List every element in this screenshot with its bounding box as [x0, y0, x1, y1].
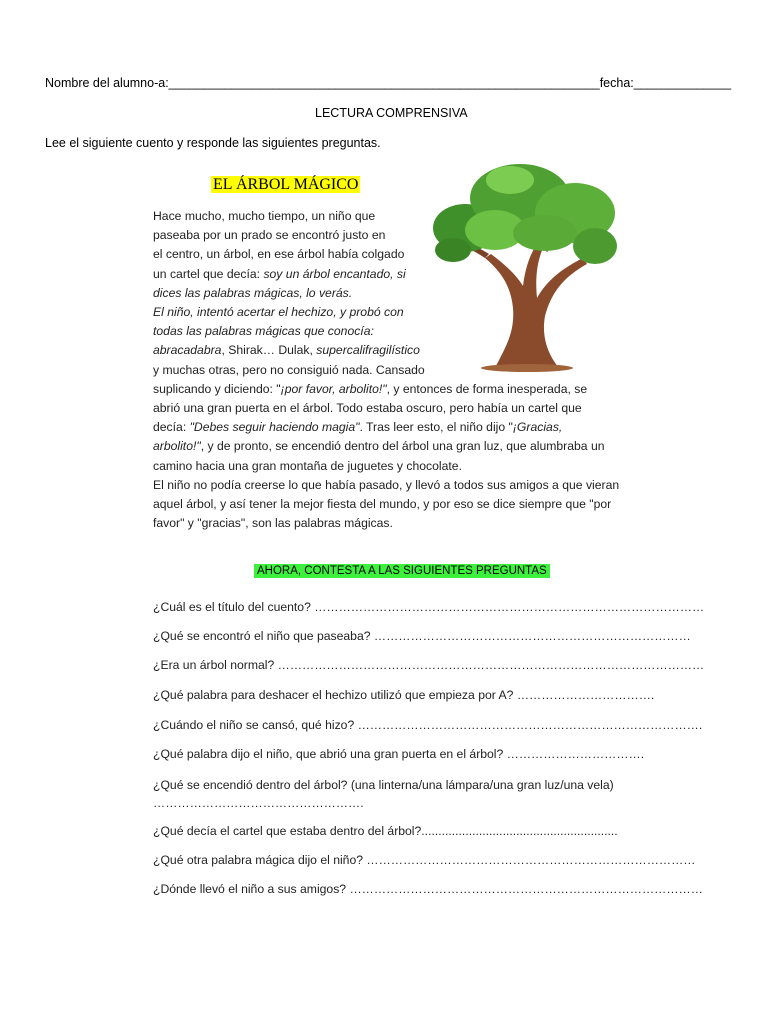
student-name-line: Nombre del alumno-a:______________________________________________________________fecha:______________: [45, 76, 732, 90]
story-title: [211, 176, 360, 194]
story-title-text: EL ÁRBOL MÁGICO: [213, 176, 359, 193]
story-line: El niño no podía creerse lo que había pasado, y llevó a todos sus amigos a que vieran: [153, 477, 620, 492]
story-line: arbolito!", y de pronto, se encendió dentro del árbol una gran luz, que alumbraba un: [153, 439, 605, 454]
story-line: El niño, intentó acertar el hechizo, y probó con: [153, 305, 404, 320]
story-line: dices las palabras mágicas, lo verás.: [153, 285, 353, 300]
story-paragraph: [153, 207, 619, 533]
questions-header-text: AHORA, CONTESTA A LAS SIGUIENTES PREGUNTAS: [254, 564, 550, 578]
story-line: y muchas otras, pero no consiguió nada. Cansado: [153, 362, 425, 377]
story-line: paseaba por un prado se encontró justo en: [153, 228, 386, 243]
question-2: ¿Qué se encontró el niño que paseaba? ……………………………………………………………………: [153, 629, 691, 643]
question-8: ¿Qué decía el cartel que estaba dentro del árbol?..........................................................: [153, 824, 618, 838]
question-1: ¿Cuál es el título del cuento? ……………………………………………………………………………………: [153, 600, 705, 614]
questions-header: [254, 561, 550, 579]
story-line: Hace mucho, mucho tiempo, un niño que: [153, 209, 376, 223]
story-line: decía: "Debes seguir haciendo magia". Tras leer esto, el niño dijo "¡Gracias,: [153, 420, 563, 435]
instruction-text: Lee el siguiente cuento y responde las siguientes preguntas.: [45, 136, 381, 150]
story-line: abracadabra, Shirak… Dulak, supercalifragilístico: [153, 343, 420, 358]
question-7: ¿Qué se encendió dentro del árbol? (una linterna/una lámpara/una gran luz/una vela) …………………………………………….: [153, 778, 614, 810]
story-line: todas las palabras mágicas que conocía:: [153, 324, 374, 339]
story-line: aquel árbol, y así tener la mejor fiesta del mundo, y por eso se dice siempre que "por: [153, 497, 612, 512]
question-5: ¿Cuándo el niño se cansó, qué hizo? ………………………………………………………………………….: [153, 718, 703, 732]
question-4: ¿Qué palabra para deshacer el hechizo utilizó que empieza por A? …………………………….: [153, 688, 655, 702]
question-10: ¿Dónde llevó el niño a sus amigos? ……………………………………………………………………………: [153, 882, 703, 896]
story-line: camino hacia una gran montaña de juguetes y chocolate.: [153, 458, 462, 473]
question-9: ¿Qué otra palabra mágica dijo el niño? ………………………………………………………………………: [153, 853, 696, 867]
question-6: ¿Qué palabra dijo el niño, que abrió una gran puerta en el árbol? …………………………….: [153, 747, 645, 761]
story-line: favor" y "gracias", son las palabras mágicas.: [153, 516, 393, 531]
story-line: un cartel que decía: soy un árbol encantado, si: [153, 266, 406, 281]
story-line: abrió una gran puerta en el árbol. Todo estaba oscuro, pero había un cartel que: [153, 401, 582, 416]
page-heading: LECTURA COMPRENSIVA: [315, 106, 468, 120]
story-line: suplicando y diciendo: "¡por favor, arbolito!", y entonces de forma inesperada, se: [153, 381, 588, 396]
story-line: el centro, un árbol, en ese árbol había colgado: [153, 247, 405, 262]
question-3: ¿Era un árbol normal? ……………………………………………………………………………………………: [153, 658, 705, 672]
